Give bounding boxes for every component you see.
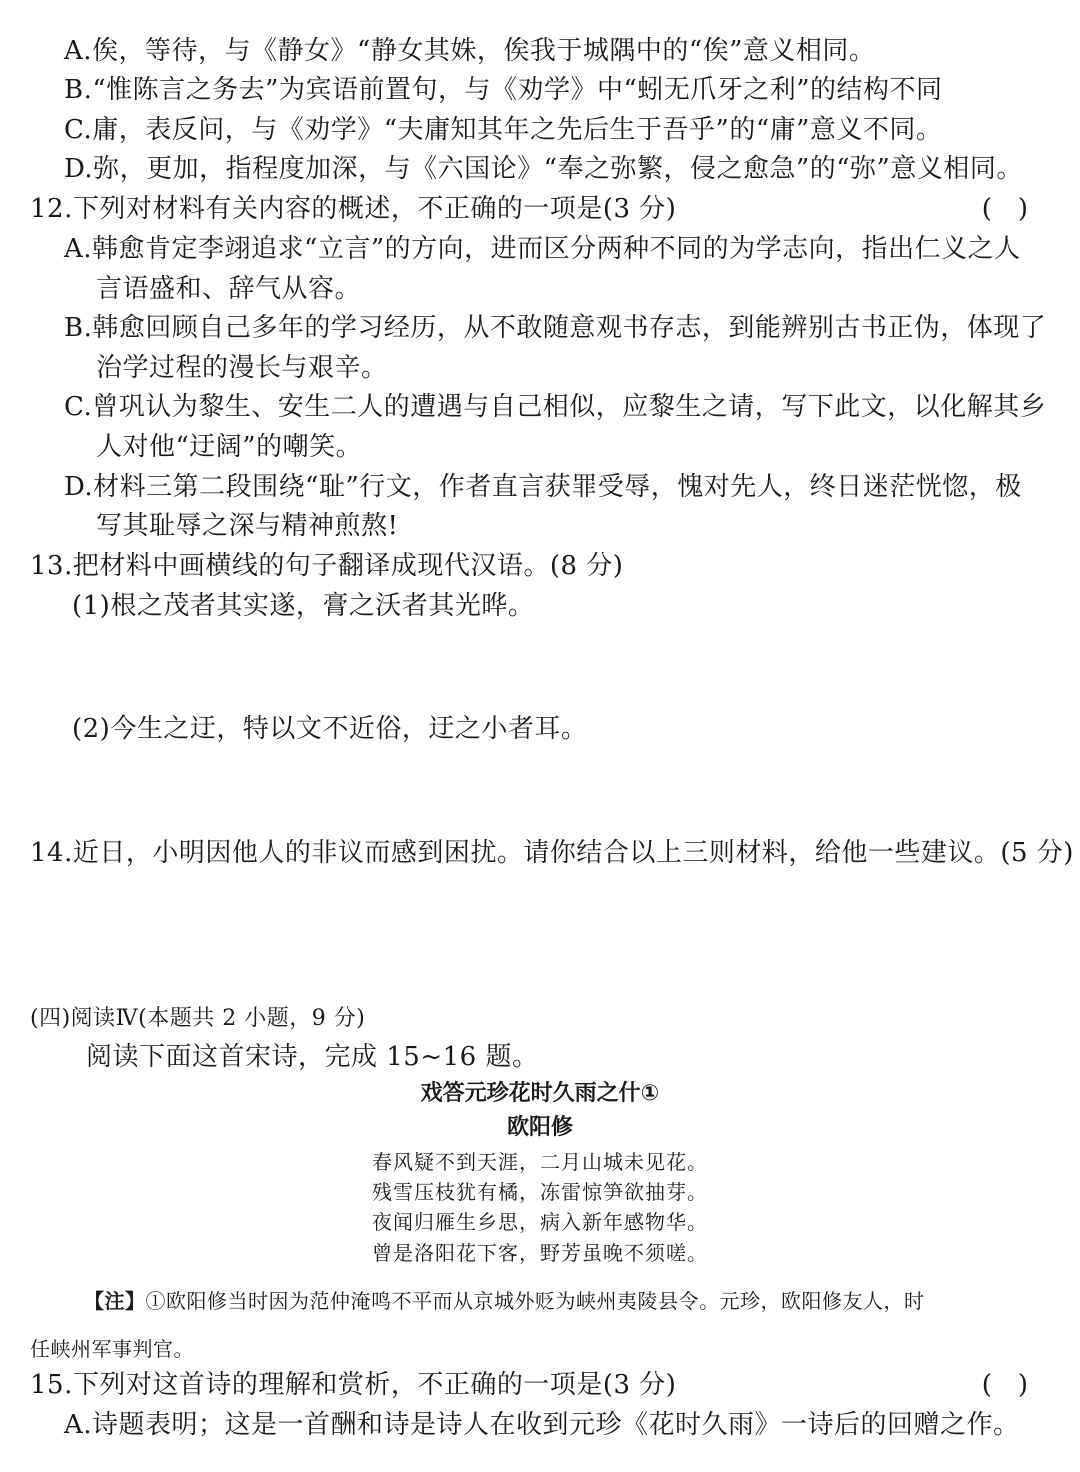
q12-stem: 12.下列对材料有关内容的概述，不正确的一项是(3 分) xyxy=(30,194,677,224)
q15-stem: 15.下列对这首诗的理解和赏析，不正确的一项是(3 分) xyxy=(30,1370,677,1400)
note-tag: 【注】 xyxy=(84,1289,146,1313)
q12-option-c-line2: 人对他“迂阔”的嘲笑。 xyxy=(96,432,363,462)
note-text: ①欧阳修当时因为范仲淹鸣不平而从京城外贬为峡州夷陵县令。元珍，欧阳修友人，时 xyxy=(145,1289,925,1313)
poem-note-line1 xyxy=(84,1286,925,1316)
poem-line-1: 春风疑不到天涯，二月山城未见花。 xyxy=(372,1150,708,1174)
section-4-header: (四)阅读Ⅳ(本题共 2 小题，9 分) xyxy=(30,1006,366,1031)
q12-option-d-line2: 写其耻辱之深与精神煎熬! xyxy=(96,511,399,541)
q15-option-a: A.诗题表明；这是一首酬和诗是诗人在收到元珍《花时久雨》一诗后的回赠之作。 xyxy=(64,1410,1020,1440)
poem-title: 戏答元珍花时久雨之什① xyxy=(420,1081,660,1106)
q11-option-a: A.俟，等待，与《静女》“静女其姝，俟我于城隅中的“俟”意义相同。 xyxy=(64,36,876,66)
poem-author: 欧阳修 xyxy=(506,1115,573,1140)
q11-option-c: C.庸，表反问，与《劝学》“夫庸知其年之先后生于吾乎”的“庸”意义不同。 xyxy=(64,115,943,145)
q12-option-b-line1: B.韩愈回顾自己多年的学习经历，从不敢随意观书存志，到能辨别古书正伪，体现了 xyxy=(64,313,1047,343)
q13-sentence-1: (1)根之茂者其实遂，膏之沃者其光晔。 xyxy=(72,591,535,621)
q13-answer-space-2 xyxy=(72,752,1032,832)
q13-answer-space-1 xyxy=(72,630,1032,710)
q12-option-a-line1: A.韩愈肯定李翊追求“立言”的方向，进而区分两种不同的为学志向，指出仁义之人 xyxy=(64,234,1021,264)
poem-note-line2: 任峡州军事判官。 xyxy=(30,1337,194,1361)
q12-option-a-line2: 言语盛和、辞气从容。 xyxy=(96,274,362,304)
section-4-intro: 阅读下面这首宋诗，完成 15~16 题。 xyxy=(86,1042,539,1072)
q11-option-b: B.“惟陈言之务去”为宾语前置句，与《劝学》中“蚓无爪牙之利”的结构不同 xyxy=(64,75,943,105)
q12-option-c-line1: C.曾巩认为黎生、安生二人的遭遇与自己相似，应黎生之请，写下此文，以化解其乡 xyxy=(64,392,1047,422)
q14-answer-space xyxy=(30,880,1030,990)
poem-line-2: 残雪压枝犹有橘，冻雷惊笋欲抽芽。 xyxy=(372,1180,708,1204)
poem-line-3: 夜闻归雁生乡思，病入新年感物华。 xyxy=(372,1210,708,1234)
q12-option-b-line2: 治学过程的漫长与艰辛。 xyxy=(96,353,388,383)
q11-option-d: D.弥，更加，指程度加深，与《六国论》“奉之弥繁，侵之愈急”的“弥”意义相同。 xyxy=(64,154,1023,184)
poem-line-4: 曾是洛阳花下客，野芳虽晚不须嗟。 xyxy=(372,1241,708,1265)
q15-answer-paren: ( ) xyxy=(981,1370,1028,1400)
q13-stem: 13.把材料中画横线的句子翻译成现代汉语。(8 分) xyxy=(30,551,624,581)
q12-option-d-line1: D.材料三第二段围绕“耻”行文，作者直言获罪受辱，愧对先人，终日迷茫恍惚，极 xyxy=(64,472,1022,502)
q14-stem: 14.近日，小明因他人的非议而感到困扰。请你结合以上三则材料，给他一些建议。(5 分) xyxy=(30,838,1074,868)
q13-sentence-2: (2)今生之迂，特以文不近俗，迂之小者耳。 xyxy=(72,714,588,744)
q12-answer-paren: ( ) xyxy=(981,194,1028,224)
